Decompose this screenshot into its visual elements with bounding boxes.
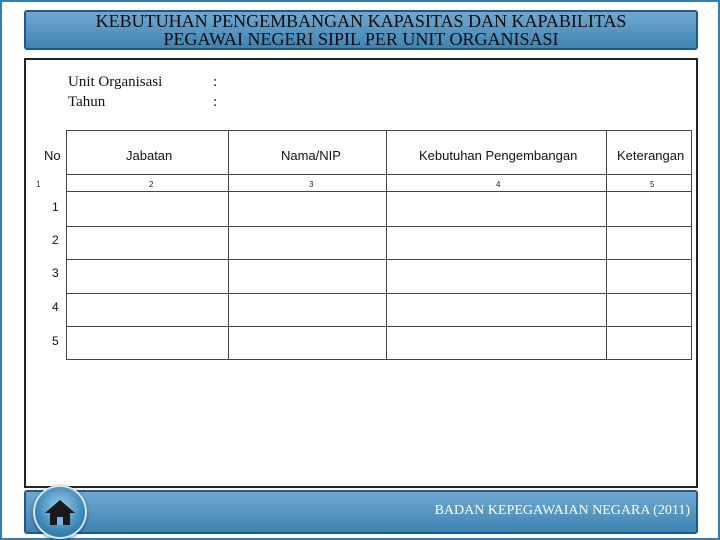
row-number-1: 1 bbox=[52, 200, 59, 214]
row-2-border bbox=[66, 259, 692, 260]
column-number-1: 1 bbox=[36, 180, 41, 189]
table-top-border bbox=[66, 130, 692, 131]
table-bottom-border bbox=[66, 359, 692, 360]
title-line-2: PEGAWAI NEGERI SIPIL PER UNIT ORGANISASI bbox=[163, 29, 559, 49]
row-1-border bbox=[66, 226, 692, 227]
column-divider-4 bbox=[606, 130, 607, 359]
number-row-border bbox=[66, 191, 692, 192]
row-number-5: 5 bbox=[52, 334, 59, 348]
header-keterangan: Keterangan bbox=[617, 148, 685, 163]
column-number-4: 4 bbox=[496, 180, 501, 189]
title-line-1: KEBUTUHAN PENGEMBANGAN KAPASITAS DAN KAPABILITAS bbox=[95, 11, 627, 31]
header-jabatan: Jabatan bbox=[126, 148, 173, 163]
row-3-border bbox=[66, 293, 692, 294]
tahun-colon: : bbox=[213, 94, 218, 110]
home-icon bbox=[35, 487, 85, 537]
header-nama-nip: Nama/NIP bbox=[281, 148, 341, 163]
unit-organisasi-colon: : bbox=[213, 74, 218, 90]
row-4-border bbox=[66, 326, 692, 327]
row-number-4: 4 bbox=[52, 300, 59, 314]
form-panel bbox=[24, 58, 698, 488]
column-number-2: 2 bbox=[149, 180, 154, 189]
column-divider-2 bbox=[228, 130, 229, 359]
tahun-label: Tahun bbox=[68, 94, 106, 110]
header-no: No bbox=[44, 148, 61, 163]
home-button[interactable] bbox=[33, 485, 87, 539]
column-divider-3 bbox=[386, 130, 387, 359]
footer-bar bbox=[24, 490, 698, 534]
column-divider-1 bbox=[66, 130, 67, 359]
header-kebutuhan-pengembangan: Kebutuhan Pengembangan bbox=[419, 148, 578, 163]
header-bottom-border bbox=[66, 174, 692, 175]
title-bar bbox=[24, 10, 698, 50]
column-number-5: 5 bbox=[650, 180, 655, 189]
row-number-3: 3 bbox=[52, 266, 59, 280]
footer-text: BADAN KEPEGAWAIAN NEGARA (2011) bbox=[434, 503, 690, 518]
unit-organisasi-label: Unit Organisasi bbox=[68, 74, 163, 90]
column-number-3: 3 bbox=[309, 180, 314, 189]
column-divider-5 bbox=[691, 130, 692, 359]
row-number-2: 2 bbox=[52, 233, 59, 247]
